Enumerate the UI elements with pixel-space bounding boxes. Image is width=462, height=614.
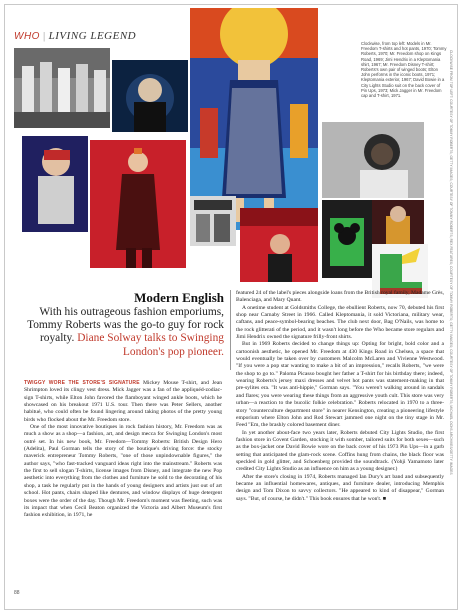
photo-kleptomania-exterior bbox=[190, 196, 236, 246]
paragraph bbox=[24, 380, 222, 424]
photo-models-hot-pants bbox=[14, 48, 110, 128]
article-dek bbox=[20, 306, 224, 359]
dek-text: With his outrageous fashion emporiums, Tommy Roberts was the go-to guy for rock royalty. bbox=[27, 306, 224, 345]
photo-credits-text: CLOCKWISE FROM TOP LEFT: COURTESY OF TOMMY ROBERTS; GETTY IMAGES; COURTESY OF TOMMY ROBERTS; REX FEATURES; COURTESY OF TOMMY ROBERTS; GETTY IMAGES; COURTESY OF TOMMY ROBERTS; MICHAEL OCHS ARCHIVES/GETTY IMAGES bbox=[449, 50, 453, 475]
photo-jimi-hendrix bbox=[322, 122, 424, 198]
body-column-1 bbox=[24, 380, 222, 520]
paragraph: featured 24 of the label's pieces alongside loans from the British royal family, Madame Grès, Balenciaga, and Mary Quant. bbox=[236, 290, 444, 304]
photo-red-stage bbox=[240, 208, 318, 282]
section-separator: | bbox=[42, 30, 46, 42]
paragraph: After the store's closing in 1974, Roberts managed Ian Dury's art band and subsequently became an influential homewares, antiques, and furniture dealer, introducing Memphis design and Tom Dixon to savvy collectors. "He appeared to kind of disappear," Gorman says. "But, of course, he didn't." This book ensures that he won't. ■ bbox=[236, 473, 444, 502]
lead-in: TWIGGY WORE THE STORE'S SIGNATURE bbox=[24, 380, 140, 386]
section-title: LIVING LEGEND bbox=[48, 30, 137, 42]
photo-tommy-roberts-portrait bbox=[112, 60, 188, 132]
paragraph: One of the most innovative boutiques in rock fashion history, Mr. Freedom was as much a show as a shop—a fashion, art, and design mecca for Swinging London's most outré set. In his new book, Mr. Freedom—Tommy Roberts: British Design Hero (Adelita), Paul Gorman tells the story of the boutique's driving force: the stocky maverick entrepreneur Tommy Roberts, "one of those unpindownable figures," the author says, "who fast-tracked vanguard ideas right into the mainstream." Roberts was the first to sell slogan T-shirts, license images from Disney, and integrate the new Pop aesthetic into everything from the clothes and furniture he sold to the decorating of his shop, a task he regularly put in the hands of young designers and artists just out of art school. Hot pants, chairs shaped like dentures, and window displays of huge detergent boxes were the order of the day. Though Mr. Freedom's moment was fleeting, such was its impact that when Cecil Beaton organized the Victoria and Albert Museum's first fashion exhibition, in 1971, he bbox=[24, 424, 222, 519]
article-byline: Diane Solway talks to Swinging London's pop pioneer. bbox=[77, 332, 224, 358]
headline-rule bbox=[230, 290, 231, 370]
page-number: 88 bbox=[14, 590, 20, 596]
body-column-2 bbox=[236, 290, 444, 503]
section-header bbox=[14, 30, 136, 42]
section-label: WHO bbox=[14, 31, 40, 42]
photo-disney-tshirt bbox=[322, 200, 372, 278]
photo-credits bbox=[447, 50, 453, 570]
paragraph: A onetime student at Goldsmiths College, the ebullient Roberts, now 70, debuted his first shop near Carnaby Street in 1966. Called Kleptomania, it sold Victoriana, military wear, caftans, and peace-symbol-bearing beaches. The club next door, Bag O'Nails, was home to the rock glitterati of the period, and it wasn't long before the Who became store regulars and Jimi Hendrix owned the signature frilly-front shirts. bbox=[236, 304, 444, 341]
paragraph: In yet another about-face two years later, Roberts debuted City Lights Studio, the first fashion store in Covent Garden, stocking it with somber, tailored suits for both sexes—such as the box-jacket one David Bowie wore on the back cover of his 1973 Pin Ups—in a garb setting that anticipated the glam-rock scene. Coffins hung from chains, the black floor was speckled in gold glitter, and Schoenberg provided the soundtrack. (Yohji Yamamoto later credited City Lights Studio as an influence on him as a young designer.) bbox=[236, 429, 444, 473]
photo-david-bowie-suit bbox=[90, 140, 186, 268]
photo-mick-jagger bbox=[22, 136, 88, 232]
paragraph-text: Mickey Mouse T-shirt, and Jean Shrimpton loved its clingy vest dress. Mick Jagger was a fan of the appliquéd-zodiac-sign T-shirts, while Elton John favored the flamboyant winged ankle boots, which he showcased on his breakout 1971 U.S. tour. Then there was Peter Sellers, another habitué, who could often be found lingering around taking photos of the pretty young birds who flocked about the Mr. Freedom store. bbox=[24, 380, 222, 423]
paragraph: But in 1969 Roberts decided to change things up: Opting for bright, bold color and a cartoonish aesthetic, he opened Mr. Freedom at 430 Kings Road in Chelsea, a space that would eventually be taken over by customers Malcolm McLaren and Vivienne Westwood. "If you were a pop star wanting to make a bit of an impression," recalls Roberts, "we were the shop to go to." Paloma Picasso bought her father a T-shirt for his birthday there; indeed, wearing Roberts's jersey maxi dresses and velvet hot pants was statement-making in that pre-sylites era. "It was anti-hippie," Gorman says. "You weren't walking around in sandals and flares; you were wearing these things from an aggressive youth cult. This store was very urban—a reaction to the bucolic folkie celebration." Roberts relocated in 1970 to a three-story "counterculture department store" in nearer Kensington, creating a pioneering lifestyle emporium where Elton John and Rod Stewart jammed one night on the tiny stage in Mr. Feed "Em, the brashly colored basement diner. bbox=[236, 341, 444, 429]
photo-caption: Clockwise, from top left: Models in Mr. Freedom T-shirts and hot pants, 1970; Tommy Roberts, 1970; Mr. Freedom shop on Kings Road, 1969; Jimi Hendrix in a Kleptomania shirt, 1967; Mr. Freedom Disney T-shirt; Roberts's own pair of winged boots; Elton John performs in the iconic boots, 1971; Kleptomania exterior, 1967; David Bowie in a City Lights Studio suit on the back cover of Pin Ups, 1973; Mick Jagger in Mr. Freedom cap and T-shirt, 1971. bbox=[361, 41, 447, 99]
article-headline: Modern English bbox=[134, 290, 224, 305]
